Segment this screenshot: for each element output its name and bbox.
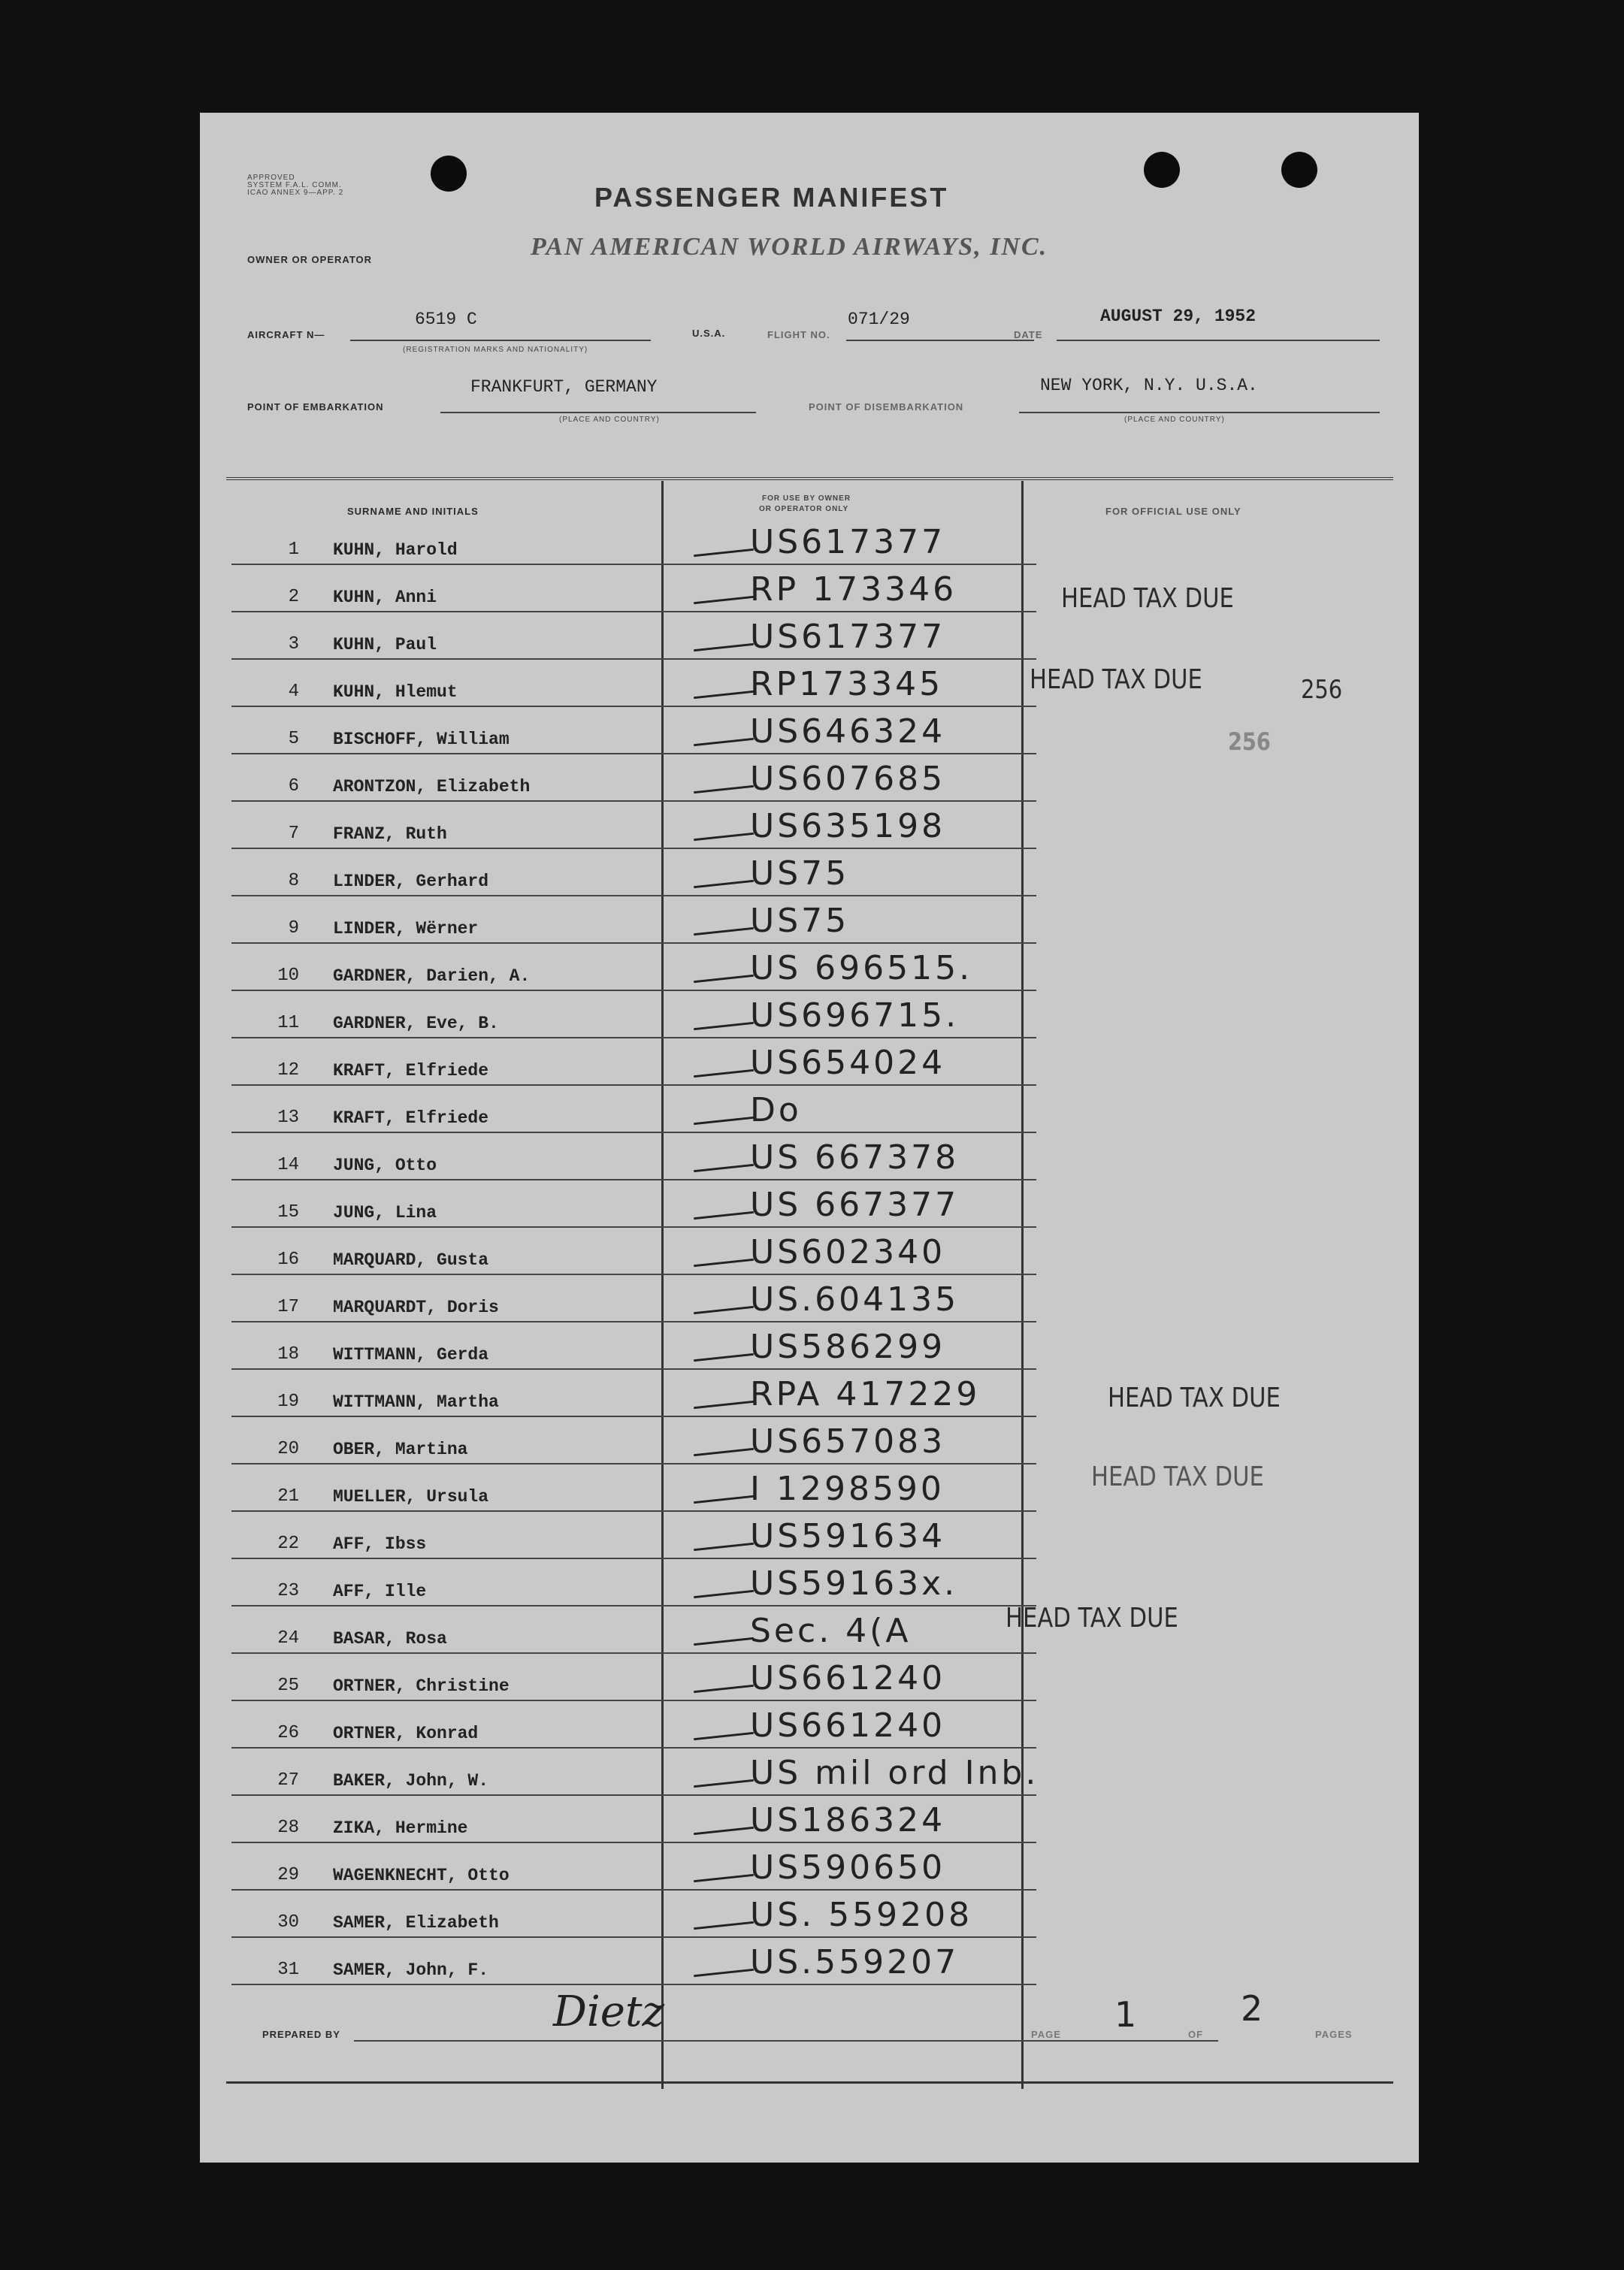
row-number: 11 bbox=[277, 1013, 299, 1033]
passenger-name: KRAFT, Elfriede bbox=[333, 1061, 489, 1081]
row-number: 30 bbox=[277, 1912, 299, 1933]
row-number: 8 bbox=[288, 871, 299, 891]
approval-note bbox=[247, 174, 343, 197]
row-rule bbox=[231, 658, 1036, 660]
prepared-underline bbox=[354, 2040, 1218, 2042]
tick-mark bbox=[694, 1495, 754, 1504]
tick-mark bbox=[694, 1827, 754, 1835]
row-number: 10 bbox=[277, 966, 299, 986]
row-number: 2 bbox=[288, 587, 299, 607]
document-number: US. 559208 bbox=[750, 1896, 973, 1934]
row-rule bbox=[231, 1463, 1036, 1464]
head-tax-stamp: HEAD TAX DUE bbox=[1091, 1461, 1264, 1492]
tick-mark bbox=[694, 1874, 754, 1882]
document-number: US657083 bbox=[750, 1422, 946, 1461]
row-number: 23 bbox=[277, 1581, 299, 1601]
passenger-name: OBER, Martina bbox=[333, 1440, 468, 1459]
page-total: 2 bbox=[1241, 1988, 1263, 2029]
row-number: 4 bbox=[288, 682, 299, 702]
row-number: 22 bbox=[277, 1534, 299, 1554]
punch-hole bbox=[1144, 152, 1180, 188]
document-number: Do bbox=[750, 1091, 802, 1129]
passenger-name: MARQUARD, Gusta bbox=[333, 1250, 489, 1270]
tick-mark bbox=[694, 1543, 754, 1551]
tick-mark bbox=[694, 1306, 754, 1314]
row-number: 14 bbox=[277, 1155, 299, 1175]
of-label: OF bbox=[1188, 2029, 1204, 2040]
tick-mark bbox=[694, 785, 754, 793]
row-rule bbox=[231, 895, 1036, 896]
row-rule bbox=[231, 1037, 1036, 1038]
row-rule bbox=[231, 1747, 1036, 1749]
row-rule bbox=[231, 1084, 1036, 1086]
row-rule bbox=[231, 1984, 1036, 1985]
tax-amount: 256 bbox=[1301, 675, 1343, 705]
tick-mark bbox=[694, 596, 754, 604]
row-number: 7 bbox=[288, 824, 299, 844]
tick-mark bbox=[694, 643, 754, 651]
tick-mark bbox=[694, 1164, 754, 1172]
row-number: 31 bbox=[277, 1960, 299, 1980]
row-rule bbox=[231, 800, 1036, 802]
head-tax-stamp: HEAD TAX DUE bbox=[1006, 1603, 1178, 1634]
tick-mark bbox=[694, 1969, 754, 1977]
row-rule bbox=[231, 1274, 1036, 1275]
passenger-name: AFF, Ille bbox=[333, 1582, 427, 1601]
document-number: RP 173346 bbox=[750, 570, 957, 609]
passenger-name: KUHN, Hlemut bbox=[333, 682, 458, 702]
passenger-name: WITTMANN, Gerda bbox=[333, 1345, 489, 1365]
row-rule bbox=[231, 1226, 1036, 1228]
passenger-name: JUNG, Lina bbox=[333, 1203, 437, 1223]
passenger-name: KUHN, Paul bbox=[333, 635, 437, 654]
table-bottom-rule bbox=[226, 2081, 1393, 2084]
tick-mark bbox=[694, 1637, 754, 1646]
passenger-name: SAMER, Elizabeth bbox=[333, 1913, 499, 1933]
row-number: 15 bbox=[277, 1202, 299, 1223]
row-rule bbox=[231, 1605, 1036, 1607]
row-number: 3 bbox=[288, 634, 299, 654]
passenger-name: LINDER, Wërner bbox=[333, 919, 479, 939]
passenger-name: GARDNER, Darien, A. bbox=[333, 966, 531, 986]
date-value: AUGUST 29, 1952 bbox=[1100, 307, 1257, 326]
tick-mark bbox=[694, 975, 754, 983]
row-number: 26 bbox=[277, 1723, 299, 1743]
document-number: US75 bbox=[750, 902, 850, 940]
head-tax-stamp: HEAD TAX DUE bbox=[1061, 583, 1234, 614]
passenger-name: ARONTZON, Elizabeth bbox=[333, 777, 531, 796]
row-rule bbox=[231, 1179, 1036, 1180]
document-number: Sec. 4(A bbox=[750, 1612, 912, 1650]
flight-value: 071/29 bbox=[848, 310, 910, 329]
tick-mark bbox=[694, 1211, 754, 1220]
document-number: US661240 bbox=[750, 1706, 946, 1745]
tick-mark bbox=[694, 1259, 754, 1267]
disembark-sub: (PLACE AND COUNTRY) bbox=[1124, 416, 1225, 424]
passenger-name: KUHN, Harold bbox=[333, 540, 458, 560]
aircraft-label: AIRCRAFT N— bbox=[247, 329, 325, 340]
passenger-name: AFF, Ibss bbox=[333, 1534, 427, 1554]
row-rule bbox=[231, 1652, 1036, 1654]
aircraft-sub: (REGISTRATION MARKS AND NATIONALITY) bbox=[403, 346, 588, 354]
signature: Dietz bbox=[553, 1987, 664, 2036]
col-surname: SURNAME AND INITIALS bbox=[347, 506, 479, 517]
document-number: US617377 bbox=[750, 618, 946, 656]
row-rule bbox=[231, 706, 1036, 707]
document-number: US.559207 bbox=[750, 1943, 960, 1981]
passenger-name: JUNG, Otto bbox=[333, 1156, 437, 1175]
prepared-label: PREPARED BY bbox=[262, 2029, 340, 2040]
punch-hole bbox=[1281, 152, 1317, 188]
row-number: 17 bbox=[277, 1297, 299, 1317]
passenger-name: BAKER, John, W. bbox=[333, 1771, 489, 1791]
passenger-name: WAGENKNECHT, Otto bbox=[333, 1866, 510, 1885]
tick-mark bbox=[694, 927, 754, 936]
row-rule bbox=[231, 1700, 1036, 1701]
passenger-name: ORTNER, Konrad bbox=[333, 1724, 479, 1743]
approval-line: ICAO ANNEX 9—APP. 2 bbox=[247, 189, 344, 197]
document-number: US 696515. bbox=[750, 949, 973, 987]
row-number: 25 bbox=[277, 1676, 299, 1696]
document-number: US59163x. bbox=[750, 1564, 958, 1603]
passenger-name: MUELLER, Ursula bbox=[333, 1487, 489, 1507]
row-rule bbox=[231, 1889, 1036, 1891]
col-official: FOR OFFICIAL USE ONLY bbox=[1105, 506, 1241, 517]
tick-mark bbox=[694, 833, 754, 841]
row-rule bbox=[231, 848, 1036, 849]
tick-mark bbox=[694, 880, 754, 888]
document-number: US635198 bbox=[750, 807, 946, 845]
page-label: PAGE bbox=[1031, 2029, 1061, 2040]
row-number: 16 bbox=[277, 1250, 299, 1270]
row-rule bbox=[231, 1510, 1036, 1512]
punch-hole bbox=[431, 156, 467, 192]
document-number: US591634 bbox=[750, 1517, 946, 1555]
row-rule bbox=[231, 753, 1036, 754]
embark-value: FRANKFURT, GERMANY bbox=[470, 377, 658, 397]
tick-mark bbox=[694, 1401, 754, 1409]
document-number: US590650 bbox=[750, 1848, 946, 1887]
tick-mark bbox=[694, 1921, 754, 1930]
row-number: 20 bbox=[277, 1439, 299, 1459]
approval-line: APPROVED bbox=[247, 174, 295, 182]
tick-mark bbox=[694, 549, 754, 557]
head-tax-stamp: HEAD TAX DUE bbox=[1108, 1383, 1281, 1413]
row-number: 29 bbox=[277, 1865, 299, 1885]
document-number: US607685 bbox=[750, 760, 946, 798]
tick-mark bbox=[694, 691, 754, 699]
tick-mark bbox=[694, 1779, 754, 1788]
tick-mark bbox=[694, 1022, 754, 1030]
row-rule bbox=[231, 1794, 1036, 1796]
row-number: 18 bbox=[277, 1344, 299, 1365]
row-rule bbox=[231, 1321, 1036, 1322]
row-number: 27 bbox=[277, 1770, 299, 1791]
row-rule bbox=[231, 1368, 1036, 1370]
row-rule bbox=[231, 990, 1036, 991]
document-number: US.604135 bbox=[750, 1280, 960, 1319]
pages-label: PAGES bbox=[1315, 2029, 1353, 2040]
document-number: RP173345 bbox=[750, 665, 944, 703]
document-number: US186324 bbox=[750, 1801, 946, 1839]
page-number: 1 bbox=[1114, 1994, 1137, 2035]
row-number: 13 bbox=[277, 1108, 299, 1128]
head-tax-stamp: HEAD TAX DUE bbox=[1030, 664, 1202, 695]
approval-line: SYSTEM F.A.L. COMM. bbox=[247, 181, 342, 189]
row-number: 19 bbox=[277, 1392, 299, 1412]
passenger-name: KUHN, Anni bbox=[333, 588, 437, 607]
row-rule bbox=[231, 1416, 1036, 1417]
document-number: US617377 bbox=[750, 523, 946, 561]
passenger-name: ZIKA, Hermine bbox=[333, 1818, 468, 1838]
document-number: US 667378 bbox=[750, 1138, 960, 1177]
disembark-value: NEW YORK, N.Y. U.S.A. bbox=[1040, 376, 1258, 395]
col-owner-use-2: OR OPERATOR ONLY bbox=[759, 505, 849, 513]
tick-mark bbox=[694, 1117, 754, 1125]
document-number: US mil ord Inb. bbox=[750, 1754, 1039, 1792]
passenger-name: WITTMANN, Martha bbox=[333, 1392, 499, 1412]
table-top-rule bbox=[226, 477, 1393, 480]
document-number: US654024 bbox=[750, 1044, 946, 1082]
passenger-name: FRANZ, Ruth bbox=[333, 824, 447, 844]
document-number: US75 bbox=[750, 854, 850, 893]
row-number: 28 bbox=[277, 1818, 299, 1838]
flight-label: FLIGHT NO. bbox=[767, 329, 830, 340]
airline-name: PAN AMERICAN WORLD AIRWAYS, INC. bbox=[531, 233, 1048, 261]
passenger-rows bbox=[231, 518, 1039, 2096]
disembark-label: POINT OF DISEMBARKATION bbox=[809, 401, 964, 413]
passenger-name: BASAR, Rosa bbox=[333, 1629, 447, 1649]
aircraft-value: 6519 C bbox=[415, 310, 477, 329]
row-number: 5 bbox=[288, 729, 299, 749]
row-number: 12 bbox=[277, 1060, 299, 1081]
row-rule bbox=[231, 564, 1036, 565]
owner-label: OWNER OR OPERATOR bbox=[247, 254, 373, 265]
date-underline bbox=[1057, 340, 1380, 341]
row-rule bbox=[231, 1132, 1036, 1133]
passenger-name: GARDNER, Eve, B. bbox=[333, 1014, 499, 1033]
disembark-underline bbox=[1019, 412, 1380, 413]
date-label: DATE bbox=[1014, 329, 1043, 340]
document-number: US646324 bbox=[750, 712, 946, 751]
tick-mark bbox=[694, 738, 754, 746]
row-rule bbox=[231, 942, 1036, 944]
manifest-sheet bbox=[200, 113, 1419, 2163]
row-number: 6 bbox=[288, 776, 299, 796]
tick-mark bbox=[694, 1590, 754, 1598]
row-number: 9 bbox=[288, 918, 299, 939]
row-number: 24 bbox=[277, 1628, 299, 1649]
row-rule bbox=[231, 1842, 1036, 1843]
document-number: I 1298590 bbox=[750, 1470, 945, 1508]
document-number: US586299 bbox=[750, 1328, 946, 1366]
passenger-name: BISCHOFF, William bbox=[333, 730, 510, 749]
flight-underline bbox=[846, 340, 1034, 341]
document-number: US661240 bbox=[750, 1659, 946, 1697]
passenger-name: LINDER, Gerhard bbox=[333, 872, 489, 891]
row-number: 21 bbox=[277, 1486, 299, 1507]
tick-mark bbox=[694, 1732, 754, 1740]
embark-underline bbox=[440, 412, 756, 413]
tax-amount: 256 bbox=[1228, 727, 1271, 756]
document-number: RPA 417229 bbox=[750, 1375, 981, 1413]
passenger-name: SAMER, John, F. bbox=[333, 1960, 489, 1980]
passenger-name: ORTNER, Christine bbox=[333, 1676, 510, 1696]
tick-mark bbox=[694, 1685, 754, 1693]
row-rule bbox=[231, 1936, 1036, 1938]
row-rule bbox=[231, 1558, 1036, 1559]
tick-mark bbox=[694, 1448, 754, 1456]
document-number: US602340 bbox=[750, 1233, 946, 1271]
page-title: PASSENGER MANIFEST bbox=[594, 182, 949, 213]
document-number: US696715. bbox=[750, 996, 960, 1035]
col-owner-use-1: FOR USE BY OWNER bbox=[762, 494, 851, 503]
row-number: 1 bbox=[288, 540, 299, 560]
passenger-name: MARQUARDT, Doris bbox=[333, 1298, 499, 1317]
passenger-name: KRAFT, Elfriede bbox=[333, 1108, 489, 1128]
aircraft-underline bbox=[350, 340, 651, 341]
embark-sub: (PLACE AND COUNTRY) bbox=[559, 416, 660, 424]
row-rule bbox=[231, 611, 1036, 612]
tick-mark bbox=[694, 1353, 754, 1362]
tick-mark bbox=[694, 1069, 754, 1078]
usa-label: U.S.A. bbox=[692, 328, 726, 339]
document-number: US 667377 bbox=[750, 1186, 960, 1224]
embark-label: POINT OF EMBARKATION bbox=[247, 401, 384, 413]
